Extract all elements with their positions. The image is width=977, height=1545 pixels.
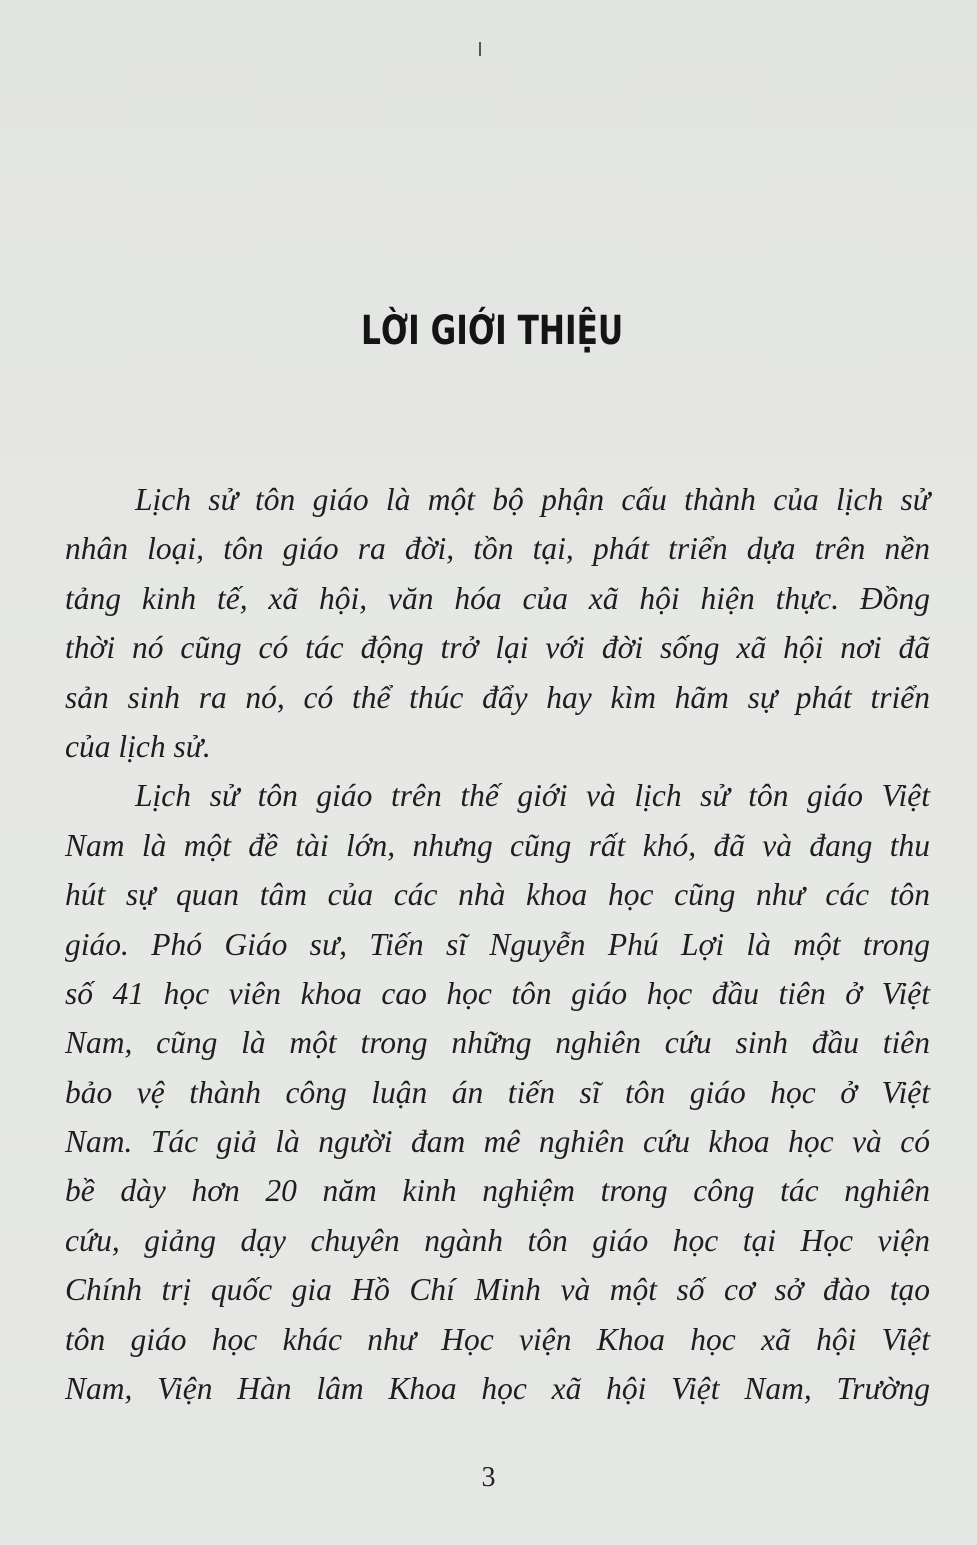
text-line: tảng kinh tế, xã hội, văn hóa của xã hội hiện thực. Đồng — [65, 580, 930, 616]
binding-mark — [479, 42, 481, 56]
text-line: của lịch sử. — [65, 728, 211, 764]
text-line: bảo vệ thành công luận án tiến sĩ tôn giáo học ở Việt — [65, 1074, 930, 1110]
text-line: bề dày hơn 20 năm kinh nghiệm trong công tác nghiên — [65, 1173, 930, 1209]
text-line: Lịch sử tôn giáo là một bộ phận cấu thành của lịch sử — [135, 482, 930, 517]
text-line: thời nó cũng có tác động trở lại với đời sống xã hội nơi đã — [65, 630, 930, 666]
text-line: nhân loại, tôn giáo ra đời, tồn tại, phát triển dựa trên nền — [65, 531, 930, 567]
text-line: sản sinh ra nó, có thể thúc đẩy hay kìm hãm sự phát triển — [65, 679, 930, 715]
text-line: Nam, Viện Hàn lâm Khoa học xã hội Việt Nam, Trường — [65, 1371, 930, 1407]
text-line: cứu, giảng dạy chuyên ngành tôn giáo học tại Học viện — [65, 1222, 930, 1258]
text-line: số 41 học viên khoa cao học tôn giáo học đầu tiên ở Việt — [65, 975, 930, 1011]
text-line: Chính trị quốc gia Hồ Chí Minh và một số cơ sở đào tạo — [65, 1272, 930, 1308]
text-line: Nam là một đề tài lớn, nhưng cũng rất khó, đã và đang thu — [65, 827, 930, 863]
text-line: giáo. Phó Giáo sư, Tiến sĩ Nguyễn Phú Lợi là một trong — [65, 926, 930, 962]
text-line: Nam, cũng là một trong những nghiên cứu sinh đầu tiên — [65, 1025, 930, 1061]
text-line: Nam. Tác giả là người đam mê nghiên cứu khoa học và có — [65, 1124, 930, 1160]
text-line: Lịch sử tôn giáo trên thế giới và lịch sử tôn giáo Việt — [135, 778, 930, 814]
body-text — [65, 475, 930, 1413]
text-line: hút sự quan tâm của các nhà khoa học cũng như các tôn — [65, 877, 930, 913]
text-line: tôn giáo học khác như Học viện Khoa học xã hội Việt — [65, 1321, 930, 1357]
page-number: 3 — [481, 1462, 496, 1493]
chapter-title: LỜI GIỚI THIỆU — [361, 308, 624, 354]
